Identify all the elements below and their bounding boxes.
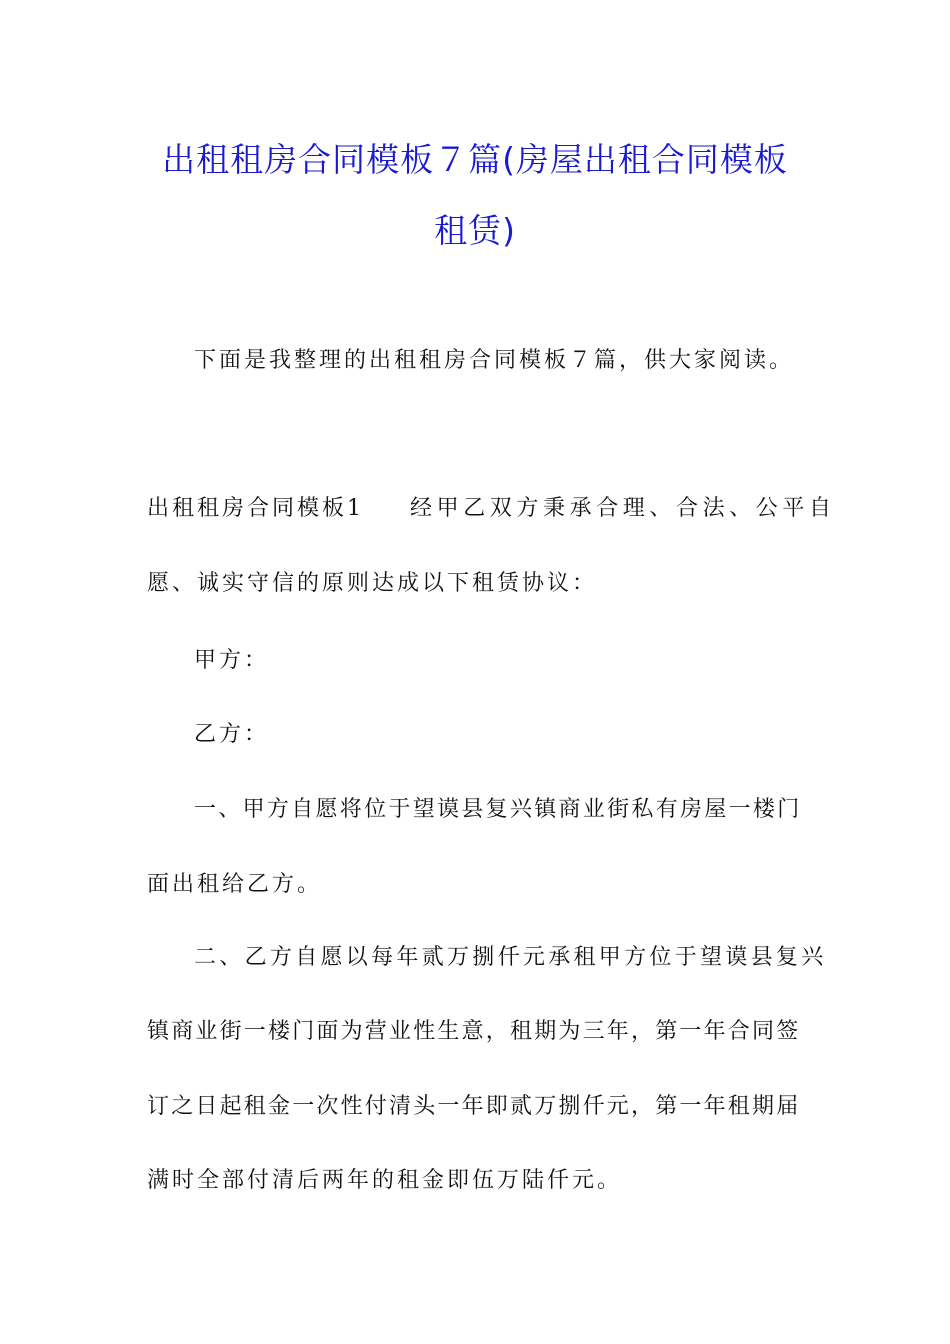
paragraph-line: 愿、诚实守信的原则达成以下租赁协议：: [147, 571, 598, 596]
paragraph-line: 面出租给乙方。: [147, 872, 323, 897]
paragraph-line: 经甲乙双方秉承合理、合法、公平自: [410, 496, 836, 521]
paragraph-line: 二、乙方自愿以每年贰万捌仟元承租甲方位于望谟县复兴: [194, 945, 827, 970]
party-b-label: 乙方：: [194, 722, 270, 747]
paragraph-line: 一、甲方自愿将位于望谟县复兴镇商业街私有房屋一楼门: [194, 797, 802, 822]
party-a-label: 甲方：: [194, 648, 270, 673]
document-title-line-2: 租赁): [434, 211, 516, 250]
paragraph-line: 镇商业街一楼门面为营业性生意，租期为三年，第一年合同签: [147, 1019, 801, 1044]
intro-paragraph: 下面是我整理的出租租房合同模板７篇，供大家阅读。: [194, 348, 795, 373]
section-heading: 出租租房合同模板1: [147, 496, 364, 521]
document-title-line-1: 出租租房合同模板７篇(房屋出租合同模板: [162, 140, 788, 179]
paragraph-line: 满时全部付清后两年的租金即伍万陆仟元。: [147, 1168, 623, 1193]
paragraph-line: 订之日起租金一次性付清头一年即贰万捌仟元，第一年租期届: [147, 1094, 801, 1119]
